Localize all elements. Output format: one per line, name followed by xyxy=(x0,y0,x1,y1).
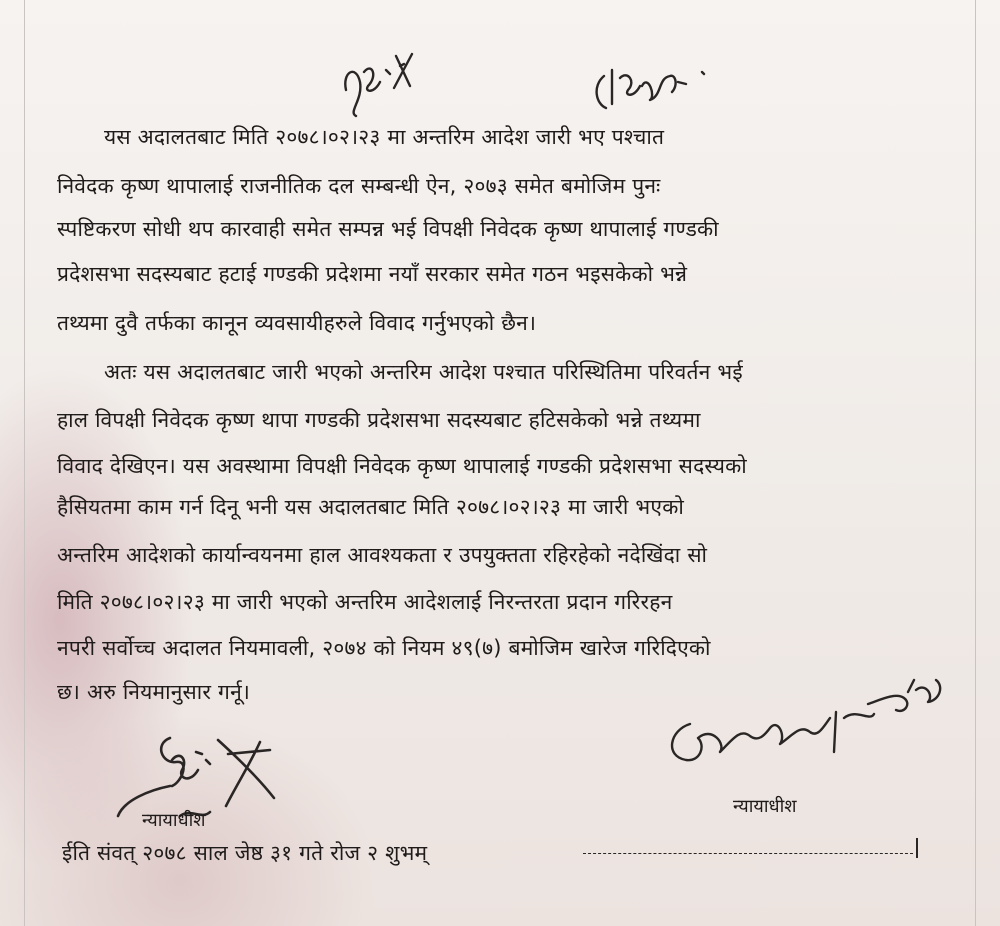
paragraph1-line5: तथ्यमा दुवै तर्फका कानून व्यवसायीहरुले विवाद गर्नुभएको छैन। xyxy=(57,311,537,335)
paragraph2-line3: विवाद देखिएन। यस अवस्थामा विपक्षी निवेदक कृष्ण थापालाई गण्डकी प्रदेशसभा सदस्यको xyxy=(57,454,747,478)
paragraph2-line2: हाल विपक्षी निवेदक कृष्ण थापा गण्डकी प्रदेशसभा सदस्यबाट हटिसकेको भन्ने तथ्यमा xyxy=(57,408,701,432)
initials-signature-top-right xyxy=(590,56,720,116)
paragraph2-line7: नपरी सर्वोच्च अदालत नियमावली, २०७४ को नियम ४९(७) बमोजिम खारेज गरिदिएको xyxy=(57,636,711,660)
paragraph2-line6: मिति २०७८।०२।२३ मा जारी भएको अन्तरिम आदेशलाई निरन्तरता प्रदान गरिरहन xyxy=(57,590,673,614)
scan-edge-left xyxy=(24,0,25,926)
paragraph2-line8: छ। अरु नियमानुसार गर्नू। xyxy=(57,680,251,704)
judge-right-signature xyxy=(660,652,960,782)
judge-left-designation: न्यायाधीश xyxy=(142,810,206,831)
scan-edge-right xyxy=(975,0,976,926)
judge-right-designation: न्यायाधीश xyxy=(733,796,797,817)
footer-date-line: ईति संवत् २०७८ साल जेष्ठ ३१ गते रोज २ शुभम् xyxy=(62,841,428,865)
paragraph1-line3: स्पष्टिकरण सोधी थप कारवाही समेत सम्पन्न भई विपक्षी निवेदक कृष्ण थापालाई गण्डकी xyxy=(57,217,719,241)
paragraph1-line4: प्रदेशसभा सदस्यबाट हटाई गण्डकी प्रदेशमा नयाँ सरकार समेत गठन भइसकेको भन्ने xyxy=(57,262,688,286)
paragraph2-line1: अतः यस अदालतबाट जारी भएको अन्तरिम आदेश पश्चात परिस्थितिमा परिवर्तन भई xyxy=(104,360,743,384)
paragraph1-line2: निवेदक कृष्ण थापालाई राजनीतिक दल सम्बन्धी ऐन, २०७३ समेत बमोजिम पुनः xyxy=(57,174,661,198)
judge-left-signature xyxy=(110,720,310,830)
paragraph1-line1: यस अदालतबाट मिति २०७८।०२।२३ मा अन्तरिम आदेश जारी भए पश्चात xyxy=(104,125,665,149)
footer-dashed-line xyxy=(583,853,913,854)
footer-end-mark xyxy=(916,838,918,858)
initials-signature-top-left xyxy=(338,42,448,117)
paragraph2-line5: अन्तरिम आदेशको कार्यान्वयनमा हाल आवश्यकता र उपयुक्तता रहिरहेको नदेखिंदा सो xyxy=(57,543,708,567)
paragraph2-line4: हैसियतमा काम गर्न दिनू भनी यस अदालतबाट मिति २०७८।०२।२३ मा जारी भएको xyxy=(57,495,684,519)
